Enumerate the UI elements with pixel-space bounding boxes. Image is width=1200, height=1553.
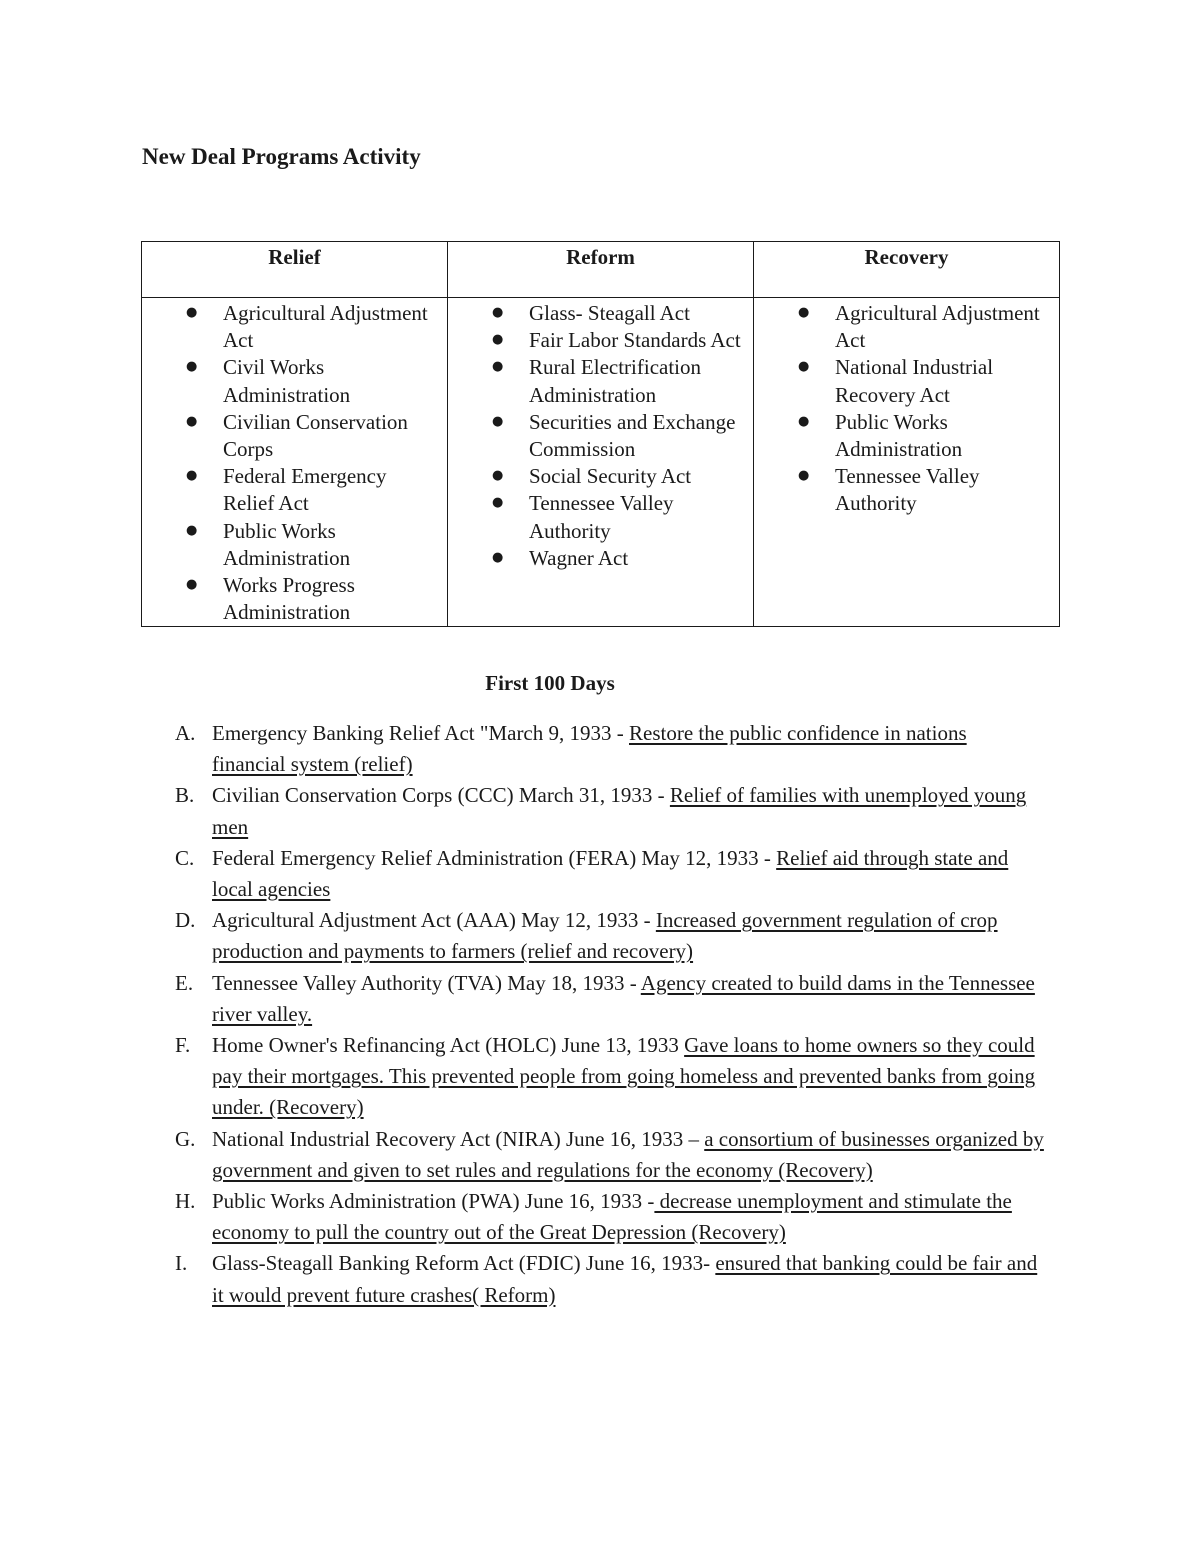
list-item	[175, 1124, 1045, 1186]
list-item: ● Rural Electrification Administration	[454, 354, 747, 408]
reform-cell	[448, 298, 754, 627]
list-item: ● Public Works Administration	[148, 518, 441, 572]
list-item	[175, 843, 1045, 905]
relief-cell	[142, 298, 448, 627]
list-item: ● Fair Labor Standards Act	[454, 327, 747, 354]
item-marker: G.	[175, 1126, 196, 1151]
recovery-list	[760, 300, 1053, 518]
item-description: Gave loans to home owners so they could pay their mortgages. This prevented people from going homeless and prevented banks from going under. (Recovery)	[212, 1033, 1036, 1120]
item-description: Agency created to build dams in the Tennessee river valley.	[212, 970, 1035, 1026]
relief-list	[148, 300, 441, 626]
list-item: ● Agricultural Adjustment Act	[148, 300, 441, 354]
page-title: New Deal Programs Activity	[142, 144, 421, 169]
item-description: Relief of families with unemployed young men	[212, 783, 1027, 839]
list-item: ● Glass- Steagall Act	[454, 300, 747, 327]
list-item: ● Civil Works Administration	[148, 354, 441, 408]
item-text: Tennessee Valley Authority (TVA) May 18, 1933 -	[212, 970, 641, 995]
list-item: ● Civilian Conservation Corps	[148, 409, 441, 463]
list-item	[175, 780, 1045, 842]
item-text: Glass-Steagall Banking Reform Act (FDIC) June 16, 1933-	[212, 1251, 716, 1276]
list-item	[175, 905, 1045, 967]
item-text: Federal Emergency Relief Administration (FERA) May 12, 1933 -	[212, 845, 777, 870]
table-body-row	[142, 298, 1060, 627]
item-description: ensured that banking could be fair and it would prevent future crashes( Reform)	[212, 1251, 1038, 1307]
item-marker: F.	[175, 1033, 191, 1058]
item-marker: C.	[175, 845, 195, 870]
item-description: a consortium of businesses organized by government and given to set rules and regulations for the economy (Recovery)	[212, 1126, 1044, 1182]
list-item: ● Social Security Act	[454, 463, 747, 490]
item-text: Emergency Banking Relief Act "March 9, 1933 -	[212, 721, 629, 745]
list-item: ● Tennessee Valley Authority	[760, 463, 1053, 517]
item-marker: I.	[175, 1251, 188, 1276]
item-description: Relief aid through state and local agencies	[212, 845, 1009, 902]
item-text: Home Owner's Refinancing Act (HOLC) June 13, 1933	[212, 1033, 685, 1058]
list-item	[175, 718, 1045, 780]
item-description: Increased government regulation of crop production and payments to farmers (relief and recovery)	[212, 908, 998, 964]
header-recovery: Recovery	[754, 242, 1060, 298]
item-description: decrease unemployment and stimulate the economy to pull the country out of the Great Depression (Recovery)	[212, 1189, 1012, 1245]
item-description: Restore the public confidence in nations financial system (relief)	[212, 721, 967, 777]
section-title: First 100 Days	[485, 671, 615, 695]
item-marker: D.	[175, 908, 196, 933]
item-marker: H.	[175, 1189, 196, 1214]
first-100-days-list	[175, 718, 1045, 1311]
reform-list	[454, 300, 747, 572]
item-marker: B.	[175, 783, 195, 808]
list-item: ● Works Progress Administration	[148, 572, 441, 626]
list-item	[175, 1186, 1045, 1248]
item-text: National Industrial Recovery Act (NIRA) June 16, 1933 –	[212, 1126, 705, 1151]
list-item: ● Tennessee Valley Authority	[454, 490, 747, 544]
item-marker: A.	[175, 721, 196, 745]
list-item: ● Public Works Administration	[760, 409, 1053, 463]
list-item: ● Agricultural Adjustment Act	[760, 300, 1053, 354]
list-item: ● National Industrial Recovery Act	[760, 354, 1053, 408]
table-header-row	[142, 242, 1060, 298]
recovery-cell	[754, 298, 1060, 627]
list-item	[175, 1248, 1045, 1310]
item-marker: E.	[175, 970, 194, 995]
item-text: Civilian Conservation Corps (CCC) March 31, 1933 -	[212, 783, 670, 808]
list-item: ● Federal Emergency Relief Act	[148, 463, 441, 517]
header-relief: Relief	[142, 242, 448, 298]
programs-table	[141, 241, 1060, 627]
list-item: ● Securities and Exchange Commission	[454, 409, 747, 463]
list-item: ● Wagner Act	[454, 545, 747, 572]
list-item	[175, 1030, 1045, 1124]
item-text: Agricultural Adjustment Act (AAA) May 12, 1933 -	[212, 908, 656, 933]
list-item	[175, 968, 1045, 1030]
item-text: Public Works Administration (PWA) June 16, 1933 -	[212, 1189, 655, 1214]
header-reform: Reform	[448, 242, 754, 298]
